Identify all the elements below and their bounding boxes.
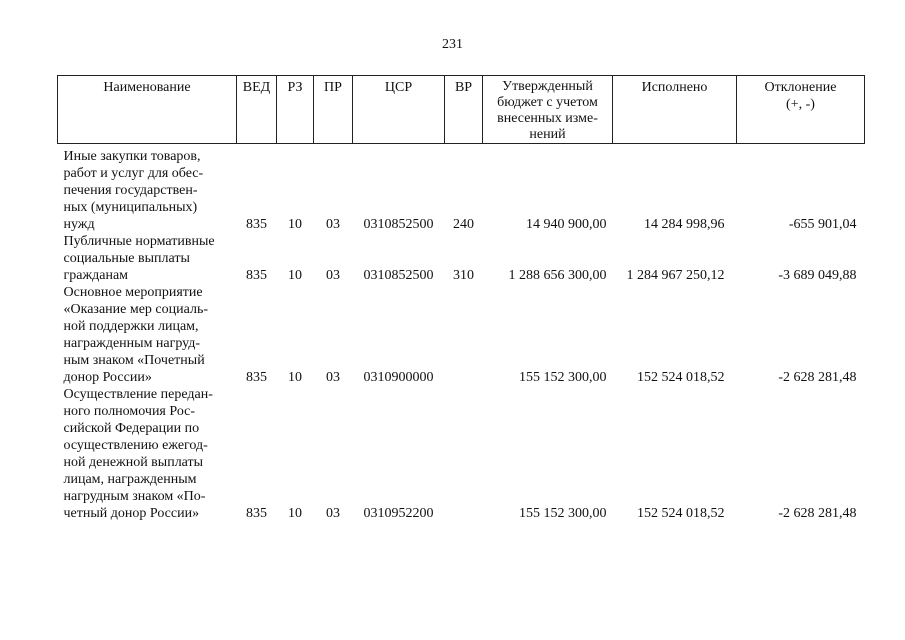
table-row [58,386,865,522]
row-csr: 0310852500 [363,268,434,283]
header-executed: Исполнено [613,76,737,144]
row-deviation: -2 628 281,48 [778,506,857,521]
row-pr: 03 [326,217,340,232]
row-csr: 0310900000 [363,370,434,385]
row-ved: 835 [246,370,267,385]
row-vr [445,386,483,522]
row-executed: 1 284 967 250,12 [626,268,725,283]
header-pr: ПР [314,76,353,144]
header-vr: ВР [445,76,483,144]
row-ved: 835 [246,268,267,283]
table-row [58,233,865,284]
header-csr: ЦСР [353,76,445,144]
header-rz: РЗ [277,76,314,144]
row-name: Иные закупки товаров, работ и услуг для обес- печения государствен- ных (муниципальных) нужд [63,149,204,232]
row-approved: 14 940 900,00 [526,217,607,232]
row-rz: 10 [288,217,302,232]
header-ved: ВЕД [237,76,277,144]
row-name: Осуществление передан- ного полномочия Рос- сийской Федерации по осуществлению ежегод- ной денежной выплаты лицам, награжденным нагрудным знаком «По- четный донор России» [63,387,213,521]
row-executed: 152 524 018,52 [637,506,725,521]
row-rz: 10 [288,268,302,283]
header-approved-budget: Утвержденный бюджет с учетом внесенных изме- нений [483,76,613,144]
row-csr: 0310952200 [363,506,434,521]
row-name: Основное мероприятие «Оказание мер социаль- ной поддержки лицам, награжденным нагруд- ным знаком «Почетный донор России» [63,285,208,385]
row-vr [445,284,483,386]
table-header [58,76,865,144]
row-deviation: -2 628 281,48 [778,370,857,385]
row-ved: 835 [246,217,267,232]
row-vr: 310 [453,268,474,283]
row-rz: 10 [288,370,302,385]
row-vr: 240 [453,217,474,232]
header-name: Наименование [58,76,237,144]
row-name: Публичные нормативные социальные выплаты гражданам [63,234,215,283]
row-approved: 155 152 300,00 [519,370,607,385]
row-pr: 03 [326,268,340,283]
row-approved: 155 152 300,00 [519,506,607,521]
page-number: 231 [442,37,463,52]
row-pr: 03 [326,370,340,385]
table-row [58,284,865,386]
budget-table [57,75,865,522]
row-deviation: -3 689 049,88 [778,268,857,283]
row-ved: 835 [246,506,267,521]
row-rz: 10 [288,506,302,521]
row-pr: 03 [326,506,340,521]
row-executed: 152 524 018,52 [637,370,725,385]
table-row [58,148,865,233]
row-deviation: -655 901,04 [788,217,857,232]
row-executed: 14 284 998,96 [644,217,725,232]
row-csr: 0310852500 [363,217,434,232]
header-deviation: Отклонение (+, -) [737,76,865,144]
row-approved: 1 288 656 300,00 [508,268,607,283]
